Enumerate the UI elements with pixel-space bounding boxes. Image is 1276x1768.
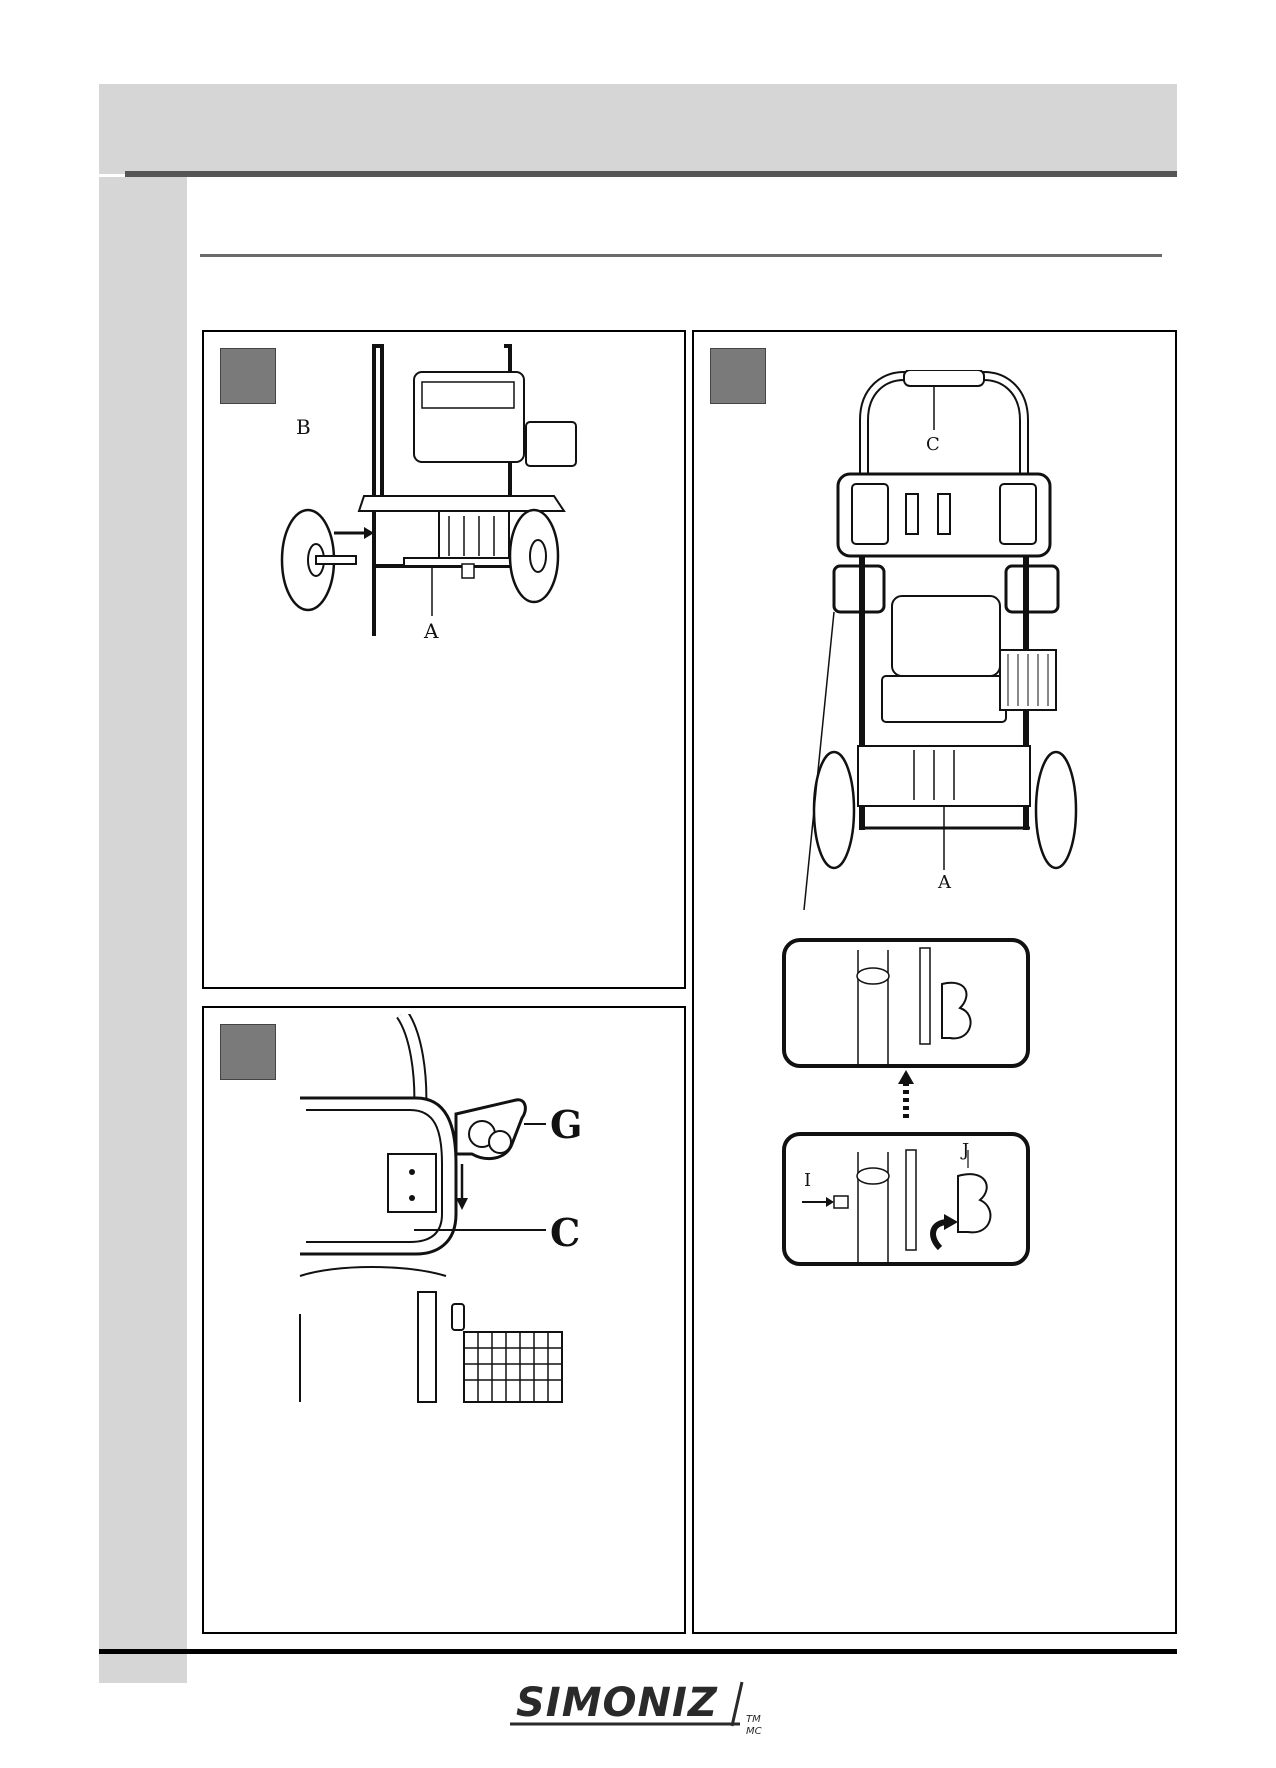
section-rule — [200, 254, 1162, 257]
brand-name: SIMONIZ — [516, 1680, 718, 1726]
footer-rule — [99, 1649, 1177, 1654]
label-b: B — [296, 415, 311, 439]
brand-mc: MC — [746, 1726, 762, 1737]
label-a: A — [424, 619, 439, 643]
panel-wheel-assembly — [202, 330, 686, 989]
header-band — [99, 84, 1177, 174]
machine-front-illustration — [794, 370, 1114, 910]
header-rule — [125, 171, 1177, 177]
label-g: G — [550, 1102, 583, 1147]
panel-handle-knobs — [692, 330, 1177, 1634]
step-number-box — [220, 1024, 276, 1080]
knob-detail-illustration — [782, 938, 1042, 1278]
brand-tm: TM — [746, 1714, 761, 1725]
label-a: A — [938, 872, 951, 893]
label-c: C — [926, 434, 940, 455]
label-j: J — [962, 1140, 970, 1161]
left-strip — [99, 177, 187, 1683]
wheel-assembly-illustration — [264, 336, 624, 646]
label-i: I — [804, 1170, 812, 1191]
label-c: C — [550, 1210, 581, 1255]
handle-detail-illustration — [296, 1014, 626, 1414]
step-number-box — [710, 348, 766, 404]
simoniz-logo — [510, 1676, 772, 1740]
panel-handle-detail — [202, 1006, 686, 1634]
